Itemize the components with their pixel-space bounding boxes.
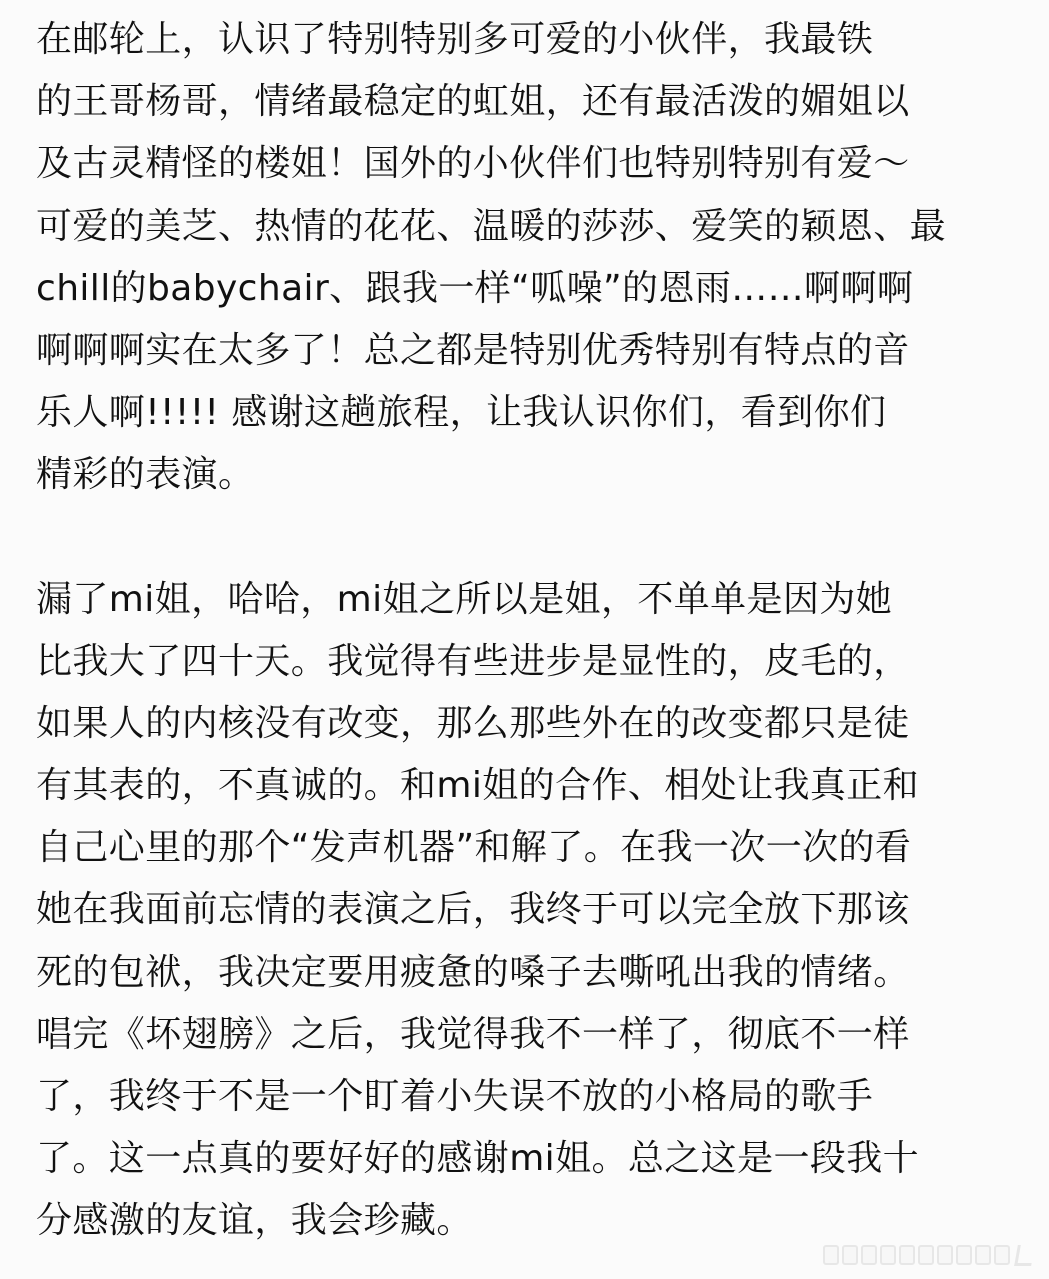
document-body bbox=[36, 19, 1021, 1266]
paragraph-1 bbox=[36, 19, 1021, 496]
text-line: 的王哥杨哥，情绪最稳定的虹姐，还有最活泼的媚姐以 bbox=[36, 81, 910, 123]
text-line: 精彩的表演。 bbox=[36, 454, 255, 496]
text-line: 分感激的友谊，我会珍藏。 bbox=[36, 1200, 473, 1242]
text-line: 漏了mi姐，哈哈，mi姐之所以是姐，不单单是因为她 bbox=[36, 578, 893, 620]
text-line: 唱完《坏翅膀》之后，我觉得我不一样了，彻底不一样 bbox=[36, 1013, 910, 1055]
text-line: 啊啊啊实在太多了！总之都是特别优秀特别有特点的音 bbox=[36, 329, 910, 371]
watermark-bars bbox=[823, 1245, 1010, 1265]
text-line: 可爱的美芝、热情的花花、温暖的莎莎、爱笑的颖恩、最 bbox=[36, 205, 947, 247]
text-line: 比我大了四十天。我觉得有些进步是显性的，皮毛的， bbox=[36, 640, 910, 682]
text-line: 了。这一点真的要好好的感谢mi姐。总之这是一段我十 bbox=[36, 1138, 920, 1180]
text-line: 在邮轮上，认识了特别特别多可爱的小伙伴，我最铁 bbox=[36, 19, 874, 60]
watermark-glyph bbox=[1014, 1245, 1035, 1266]
paragraph-spacer bbox=[36, 520, 1021, 582]
text-line: 乐人啊!!!!! 感谢这趟旅程，让我认识你们，看到你们 bbox=[36, 392, 887, 434]
text-line: 有其表的，不真诚的。和mi姐的合作、相处让我真正和 bbox=[36, 765, 920, 807]
paragraph-2 bbox=[36, 578, 1021, 1242]
watermark-icon bbox=[823, 1241, 1033, 1269]
text-line: 了，我终于不是一个盯着小失误不放的小格局的歌手 bbox=[36, 1076, 874, 1117]
text-line: 死的包袱，我决定要用疲惫的嗓子去嘶吼出我的情绪。 bbox=[36, 951, 910, 993]
text-line: 如果人的内核没有改变，那么那些外在的改变都只是徒 bbox=[36, 702, 910, 744]
text-line: 她在我面前忘情的表演之后，我终于可以完全放下那该 bbox=[36, 889, 910, 931]
text-line: chill的babychair、跟我一样“呱噪”的恩雨……啊啊啊 bbox=[36, 267, 914, 309]
text-line: 及古灵精怪的楼姐！国外的小伙伴们也特别特别有爱～ bbox=[36, 143, 910, 185]
text-line: 自己心里的那个“发声机器”和解了。在我一次一次的看 bbox=[36, 827, 912, 869]
